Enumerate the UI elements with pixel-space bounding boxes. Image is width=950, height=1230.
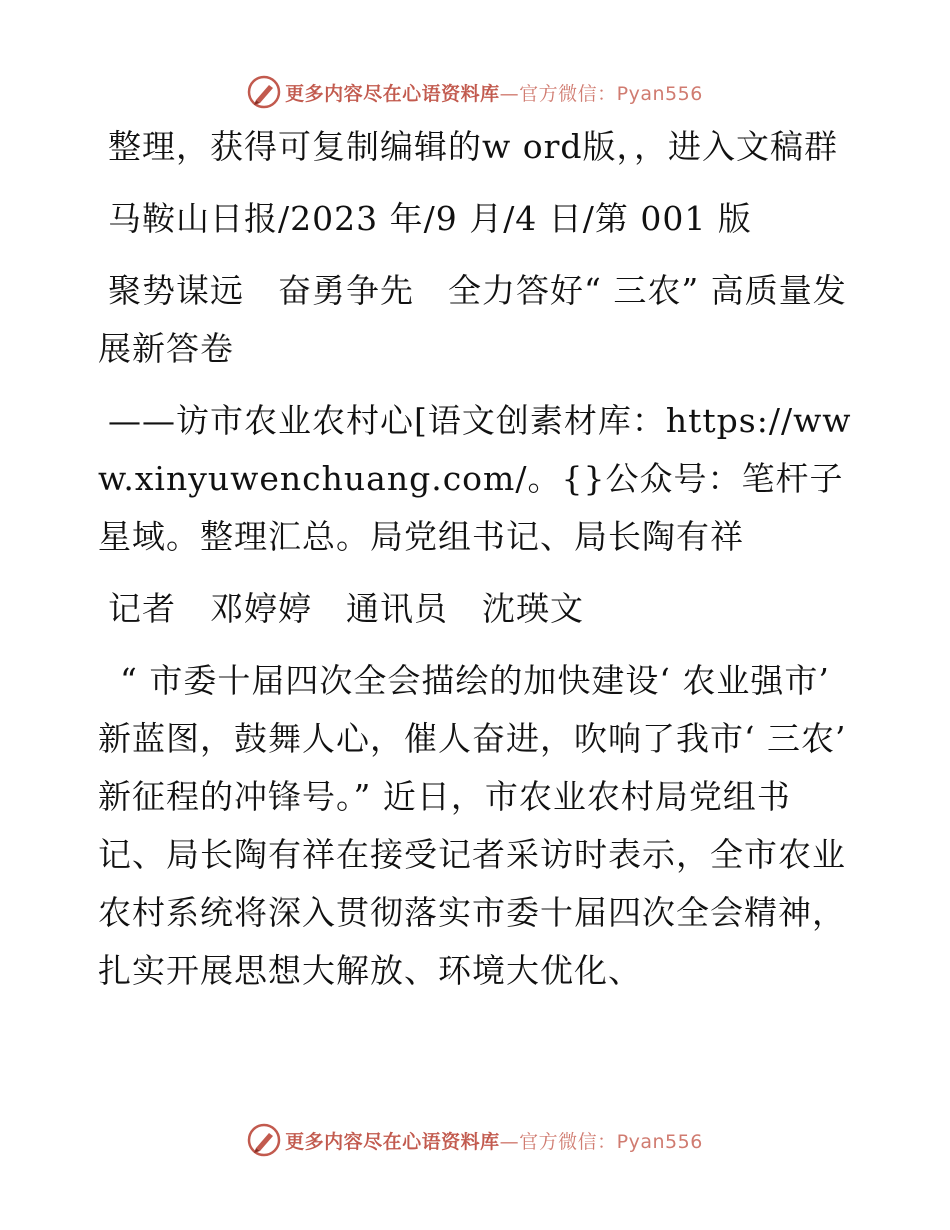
document-body [98, 118, 854, 1014]
watermark-text [285, 1127, 703, 1154]
watermark-text [285, 79, 703, 106]
pen-logo-icon [247, 1123, 281, 1157]
watermark-contact: —官方微信：Pyan556 [499, 82, 703, 105]
body-paragraph: “ 市委十届四次全会描绘的加快建设‘ 农业强市’ 新蓝图，鼓舞人心，催人奋进，吹响了我市‘ 三农’ 新征程的冲锋号。” 近日，市农业农村局党组书记、局长陶有祥在接受记者采访时表示，全市农业农村系统将深入贯彻落实市委十届四次全会精神，扎实开展思想大解放、环境大优化、 [98, 661, 847, 990]
footer-watermark [0, 1120, 950, 1160]
article-title: 聚势谋远 奋勇争先 全力答好“ 三农” 高质量发展新答卷 [98, 271, 847, 368]
watermark-brand: 更多内容尽在心语资料库 [285, 1130, 500, 1153]
source-line: 马鞍山日报/2023 年/9 月/4 日/第 001 版 [108, 199, 752, 238]
watermark-brand: 更多内容尽在心语资料库 [285, 82, 500, 105]
byline: 记者 邓婷婷 通讯员 沈瑛文 [108, 589, 584, 628]
watermark-contact: —官方微信：Pyan556 [499, 1130, 703, 1153]
pen-logo-icon [247, 75, 281, 109]
article-subtitle: ——访市农业农村心[语文创素材库：https://www.xinyuwenchuang.com/。{}公众号：笔杆子星域。整理汇总。局党组书记、局长陶有祥 [98, 401, 852, 556]
header-watermark [0, 72, 950, 112]
note-paragraph: 整理，获得可复制编辑的w ord版，，进入文稿群 [108, 127, 839, 166]
